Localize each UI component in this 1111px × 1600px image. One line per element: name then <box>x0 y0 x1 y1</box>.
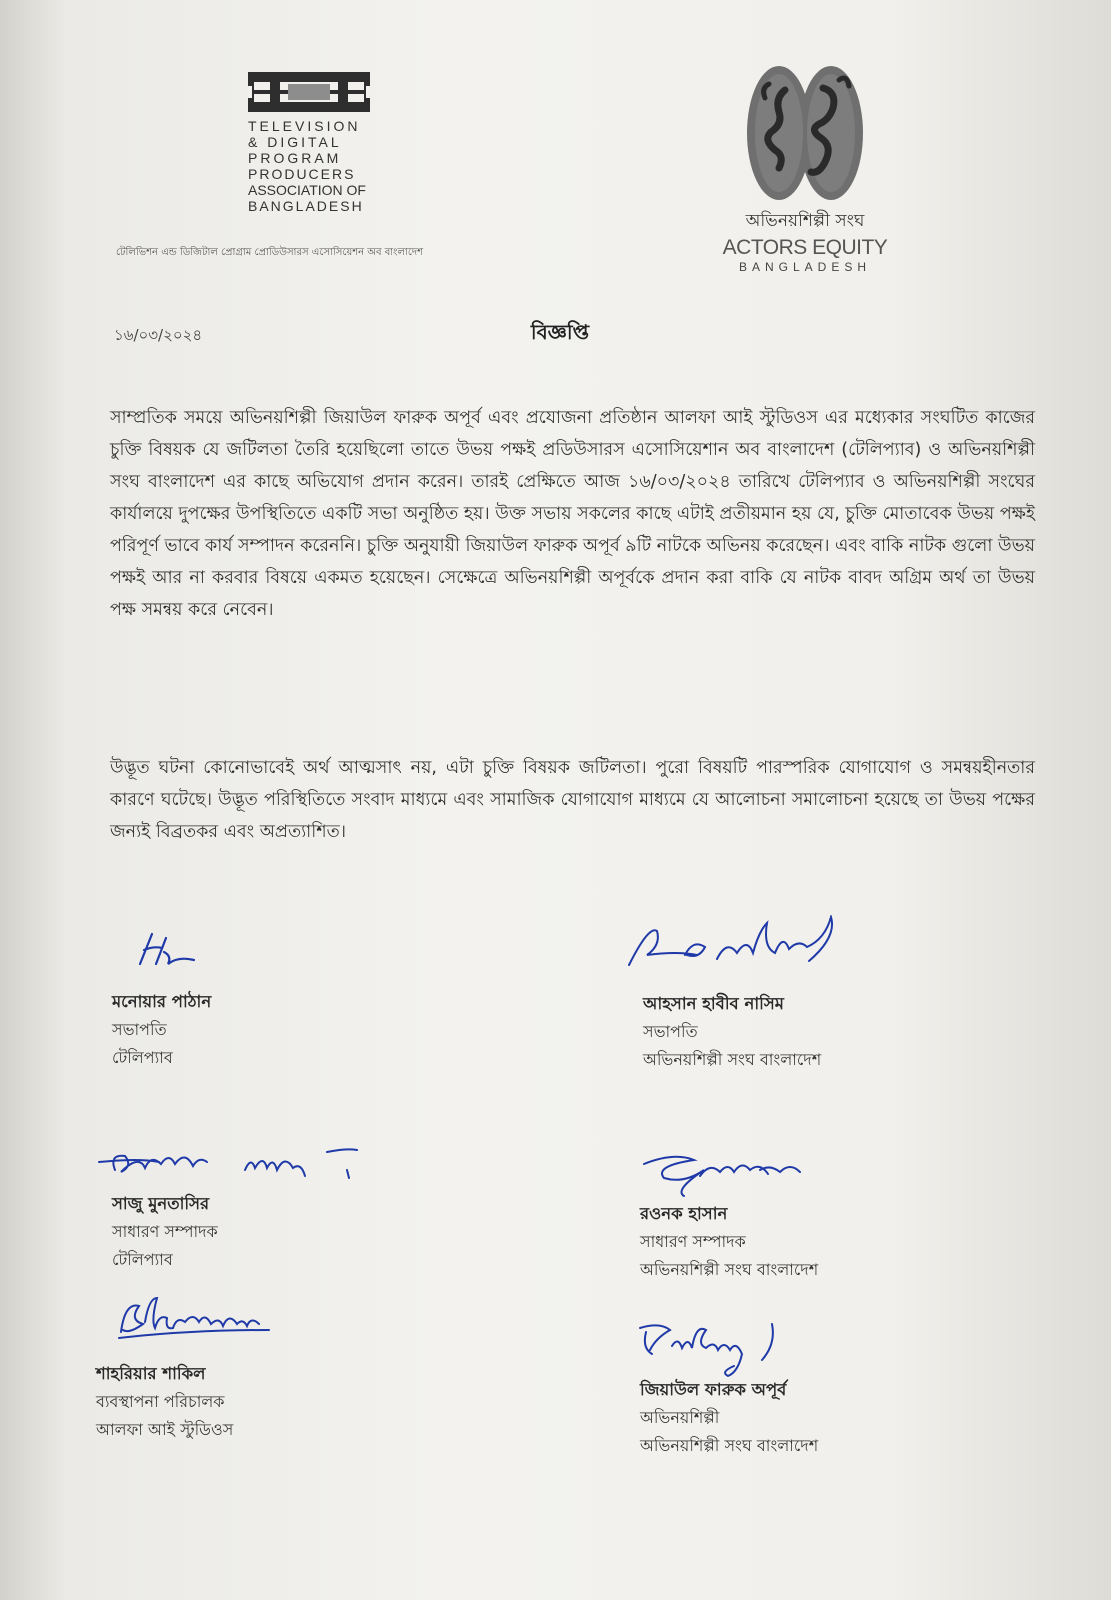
signatory-name: মনোয়ার পাঠান <box>112 992 212 1011</box>
wordmark-line: PROGRAM <box>248 150 342 166</box>
signatory-title: সাধারণ সম্পাদক <box>640 1232 746 1251</box>
actors-equity-subtitle: BANGLADESH <box>738 260 872 274</box>
signatory-block <box>640 1376 818 1460</box>
actors-equity-logo <box>700 60 910 274</box>
signatory-org: অভিনয়শিল্পী সংঘ বাংলাদেশ <box>640 1436 819 1455</box>
wordmark-line: TELEVISION <box>248 118 361 134</box>
signatory-title: সভাপতি <box>643 1022 698 1041</box>
notice-paragraph: উদ্ভূত ঘটনা কোনোভাবেই অর্থ আত্মসাৎ নয়, এটা চুক্তি বিষয়ক জটিলতা। পুরো বিষয়টি পারস্পরিক যোগাযোগ ও সমন্বয়হীনতার কারণে ঘটেছে। উদ্ভূত পরিস্থিতিতে সংবাদ মাধ্যমে এবং সামাজিক যোগাযোগ মাধ্যমে যে আলোচনা সমালোচনা হয়েছে তা উভয় পক্ষের জন্যই বিব্রতকর এবং অপ্রত্যাশিত। <box>110 758 1035 842</box>
telepab-logo <box>248 72 376 214</box>
signatory-name: রওনক হাসান <box>640 1204 728 1223</box>
telepab-wordmark <box>248 118 376 214</box>
signatory-org: টেলিপ্যাব <box>112 1048 173 1067</box>
wordmark-line: & DIGITAL <box>248 134 342 150</box>
signatory-block <box>96 1360 233 1444</box>
signature-shahriar-shakil <box>115 1292 285 1348</box>
notice-heading: বিজ্ঞপ্তি <box>530 320 590 344</box>
signatory-org: আলফা আই স্টুডিওস <box>96 1420 234 1439</box>
signatory-title: ব্যবস্থাপনা পরিচালক <box>96 1392 225 1411</box>
signatory-block <box>112 1190 218 1274</box>
signatory-title: সাধারণ সম্পাদক <box>112 1222 218 1241</box>
signatory-org: অভিনয়শিল্পী সংঘ বাংলাদেশ <box>643 1050 822 1069</box>
wordmark-line: BANGLADESH <box>248 198 364 214</box>
signature-raunak-hasan <box>640 1150 820 1200</box>
signature-monowar-pathan <box>130 930 210 970</box>
signatory-name: শাহরিয়ার শাকিল <box>96 1364 206 1383</box>
signatory-block <box>640 1200 818 1284</box>
signatory-block <box>112 988 211 1072</box>
signatory-title: সভাপতি <box>112 1020 167 1039</box>
signatory-name: আহসান হাবীব নাসিম <box>643 994 784 1013</box>
actors-equity-english-name: ACTORS EQUITY <box>722 236 888 259</box>
signatory-org: টেলিপ্যাব <box>112 1250 173 1269</box>
signatory-name: জিয়াউল ফারুক অপূর্ব <box>640 1380 787 1399</box>
notice-paragraph: সাম্প্রতিক সময়ে অভিনয়শিল্পী জিয়াউল ফারুক অপূর্ব এবং প্রযোজনা প্রতিষ্ঠান আলফা আই স্টুডিওস এর মধ্যেকার সংঘটিত কাজের চুক্তি বিষয়ক যে জটিলতা তৈরি হয়েছিলো তাতে উভয় পক্ষই প্রডিউসারস এসোসিয়েশান অব বাংলাদেশ (টেলিপ্যাব) ও অভিনয়শিল্পী সংঘ বাংলাদেশ এর কাছে অভিযোগ প্রদান করেন। তারই প্রেক্ষিতে আজ ১৬/০৩/২০২৪ তারিখে টেলিপ্যাব ও অভিনয়শিল্পী সংঘের কার্যালয়ে দুপক্ষের উপস্থিতিতে একটি সভা অনুষ্ঠিত হয়। উক্ত সভায় সকলের কাছে এটাই প্রতীয়মান হয় যে, চুক্তি মোতাবেক উভয় পক্ষই পরিপূর্ণ ভাবে কার্য সম্পাদন করেননি। চুক্তি অনুযায়ী জিয়াউল ফারুক অপূর্ব ৯টি নাটকে অভিনয় করেছেন। এবং বাকি নাটক গুলো উভয় পক্ষই আর না করবার বিষয়ে একমত হয়েছেন। সেক্ষেত্রে অভিনয়শিল্পী অপূর্বকে প্রদান করা বাকি যে নাটক বাবদ অগ্রিম অর্থ তা উভয় পক্ষ সমন্বয় করে নেবেন। <box>110 408 1035 620</box>
signature-ziaul-faruq-apurba <box>632 1318 792 1378</box>
telepab-emblem-icon <box>248 72 370 112</box>
wordmark-line: PRODUCERS <box>248 166 356 182</box>
signature-saju-muntasir <box>95 1142 365 1192</box>
wordmark-line: ASSOCIATION OF <box>248 182 366 198</box>
signature-ahsan-habib-nasim <box>625 915 865 975</box>
signatory-block <box>643 990 821 1074</box>
telepab-bangla-name: টেলিভিশন এন্ড ডিজিটাল প্রোগ্রাম প্রোডিউসারস এসোসিয়েশন অব বাংলাদেশ <box>116 247 424 258</box>
actors-equity-bangla-name: অভিনয়শিল্পী সংঘ <box>745 211 865 231</box>
signatory-org: অভিনয়শিল্পী সংঘ বাংলাদেশ <box>640 1260 819 1279</box>
signatory-name: সাজু মুনতাসির <box>112 1194 210 1213</box>
actors-equity-emblem-icon <box>739 60 871 206</box>
notice-date: ১৬/০৩/২০২৪ <box>114 326 203 344</box>
signatory-title: অভিনয়শিল্পী <box>640 1408 720 1427</box>
